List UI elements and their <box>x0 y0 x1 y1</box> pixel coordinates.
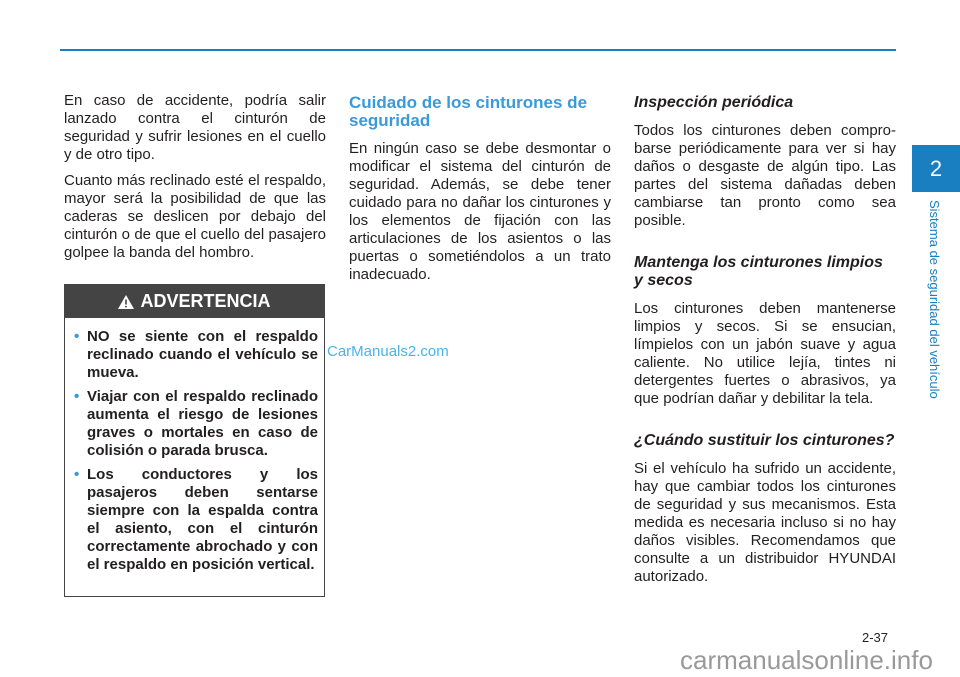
warning-title: ADVERTENCIA <box>140 291 271 311</box>
chapter-tab: 2 <box>912 145 960 192</box>
paragraph: Todos los cinturones deben compro-barse periódicamente para ver si hay daños o desgaste de algún tipo. Las partes del sistema dañadas deben cambiarse tan pronto como sea posible. <box>634 122 896 229</box>
warning-item: • NO se siente con el respaldo reclinado cuando el vehículo se mueva. <box>87 328 318 382</box>
section-heading: ¿Cuándo sustituir los cinturones? <box>634 432 895 449</box>
warning-header <box>65 285 324 318</box>
column-left <box>64 92 326 270</box>
footer-watermark: carmanualsonline.info <box>680 645 933 675</box>
paragraph: Si el vehículo ha sufrido un accidente, hay que cambiar todos los cinturones de seguridad y sus mecanismos. Esta medida es necesaria incluso si no hay daños visibles. Recomendamos que consulte a un distribuidor HYUNDAI autorizado. <box>634 460 896 585</box>
warning-box <box>64 284 325 597</box>
warning-item: • Viajar con el respaldo reclinado aumenta el riesgo de lesiones graves o mortales en caso de colisión o parada brusca. <box>87 388 318 460</box>
header-rule <box>60 49 896 51</box>
warning-triangle-icon <box>118 295 134 309</box>
paragraph: Los cinturones deben mantenerse limpios y secos. Si se ensucian, límpielos con un jabón suave y agua caliente. No utilice lejía, tintes ni detergentes fuertes o abrasivos, ya que podrían dañar y debilitar la tela. <box>634 300 896 407</box>
page-number: 2-37 <box>862 630 889 645</box>
section-heading: Cuidado de los cinturones de seguridad <box>349 93 588 130</box>
column-right <box>634 94 896 594</box>
watermark: CarManuals2.com <box>327 343 449 360</box>
warning-list <box>65 328 324 574</box>
warning-item: • Los conductores y los pasajeros deben sentarse siempre con la espalda contra el asiento, con el cinturón correctamente abrochado y con el respaldo en posición vertical. <box>87 466 318 574</box>
section-heading: Mantenga los cinturones limpios y secos <box>634 254 883 289</box>
paragraph: Cuanto más reclinado esté el respaldo, mayor será la posibilidad de que las caderas se deslicen por debajo del cinturón o de que el cuello del pasajero golpee la banda del hombro. <box>64 172 326 261</box>
chapter-label: Sistema de seguridad del vehículo <box>927 200 942 399</box>
paragraph: En ningún caso se debe desmontar o modificar el sistema del cinturón de seguridad. Además, se debe tener cuidado para no dañar los cinturones y los elementos de fijación con las articulaciones de los asientos o las puertas o sometiéndolos a un trato inadecuado. <box>349 140 611 283</box>
column-middle <box>349 92 611 292</box>
section-heading: Inspección periódica <box>634 94 794 111</box>
paragraph: En caso de accidente, podría salir lanzado contra el cinturón de seguridad y sufrir lesiones en el cuello y de otro tipo. <box>64 92 326 163</box>
